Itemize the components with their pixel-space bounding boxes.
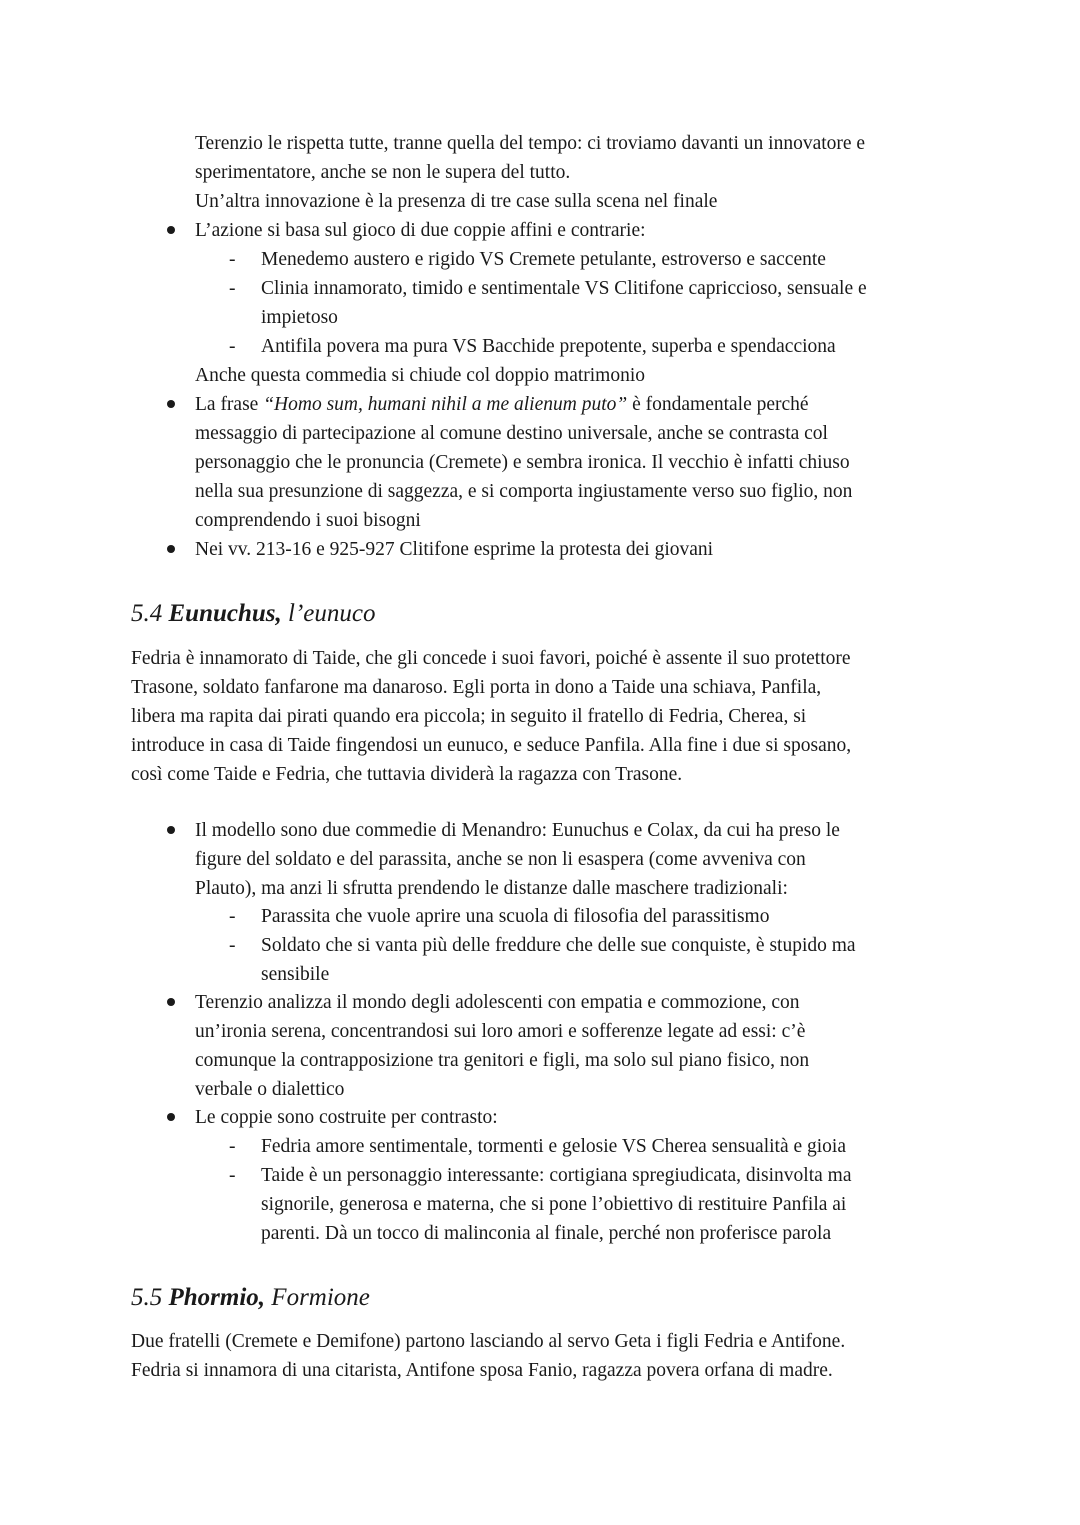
bullet-text: Terenzio analizza il mondo degli adolescenti con empatia e commozione, con [195, 992, 800, 1013]
bullet-text-suffix: è fondamentale perché [627, 394, 809, 415]
paragraph-line: Due fratelli (Cremete e Demifone) partono lasciando al servo Geta i figli Fedria e Antifone. [131, 1331, 846, 1352]
dash-icon: - [229, 935, 236, 956]
bullet-text: L’azione si basa sul gioco di due coppie affini e contrarie: [195, 220, 646, 241]
sub-item-text: parenti. Dà un tocco di malinconia al finale, perché non proferisce parola [261, 1223, 832, 1244]
bullet-text: Le coppie sono costruite per contrasto: [195, 1107, 498, 1128]
dash-icon: - [229, 1136, 236, 1157]
sub-item-text: impietoso [261, 307, 338, 328]
paragraph-line: sperimentatore, anche se non le supera del tutto. [195, 162, 571, 183]
bullet-text: comunque la contrapposizione tra genitori e figli, ma solo sul piano fisico, non [195, 1050, 810, 1071]
bullet-icon [167, 998, 175, 1006]
section-number: 5.5 [131, 1284, 163, 1311]
sub-item-text: Antifila povera ma pura VS Bacchide prepotente, superba e spendacciona [261, 336, 836, 357]
sub-item-text: Fedria amore sentimentale, tormenti e gelosie VS Cherea sensualità e gioia [261, 1136, 846, 1157]
sub-item-text: Clinia innamorato, timido e sentimentale VS Clitifone capriccioso, sensuale e [261, 278, 867, 299]
section-title-italic: Formione [271, 1284, 370, 1311]
section-title-italic: l’eunuco [288, 600, 376, 627]
paragraph-line: Fedria si innamora di una citarista, Antifone sposa Fanio, ragazza povera orfana di madre. [131, 1360, 833, 1381]
bullet-text: un’ironia serena, concentrandosi sui loro amori e sofferenze legate ad essi: c’è [195, 1021, 806, 1042]
paragraph-line: Trasone, soldato fanfarone ma danaroso. Egli porta in dono a Taide una schiava, Panfila, [131, 677, 822, 698]
sub-item-text: Parassita che vuole aprire una scuola di filosofia del parassitismo [261, 906, 770, 927]
bullet-text: comprendendo i suoi bisogni [195, 510, 421, 531]
bullet-text: personaggio che le pronuncia (Cremete) e sembra ironica. Il vecchio è infatti chiuso [195, 452, 850, 473]
bullet-text: messaggio di partecipazione al comune destino universale, anche se contrasta col [195, 423, 828, 444]
bullet-text: figure del soldato e del parassita, anche se non li esaspera (come avveniva con [195, 849, 806, 870]
section-title-bold: Eunuchus, [168, 600, 282, 627]
dash-icon: - [229, 906, 236, 927]
bullet-icon [167, 545, 175, 553]
paragraph-line: Fedria è innamorato di Taide, che gli concede i suoi favori, poiché è assente il suo protettore [131, 648, 851, 669]
dash-icon: - [229, 1165, 236, 1186]
bullet-text: verbale o dialettico [195, 1079, 345, 1100]
section-heading [131, 1281, 370, 1315]
latin-quote: “Homo sum, humani nihil a me alienum puto” [263, 394, 628, 415]
bullet-text: nella sua presunzione di saggezza, e si comporta ingiustamente verso suo figlio, non [195, 481, 853, 502]
bullet-icon [167, 226, 175, 234]
section-heading [131, 597, 376, 631]
dash-icon: - [229, 249, 236, 270]
bullet-icon [167, 400, 175, 408]
bullet-text: Plauto), ma anzi li sfrutta prendendo le distanze dalle maschere tradizionali: [195, 878, 788, 899]
bullet-text-prefix: La frase [195, 394, 264, 415]
bullet-icon [167, 1113, 175, 1121]
paragraph-line: introduce in casa di Taide fingendosi un eunuco, e seduce Panfila. Alla fine i due si sposano, [131, 735, 852, 756]
section-title-bold: Phormio, [168, 1284, 266, 1311]
dash-icon: - [229, 336, 236, 357]
bullet-text: Il modello sono due commedie di Menandro: Eunuchus e Colax, da cui ha preso le [195, 820, 840, 841]
sub-item-text: signorile, generosa e materna, che si pone l’obiettivo di restituire Panfila ai [261, 1194, 847, 1215]
paragraph-line: Terenzio le rispetta tutte, tranne quella del tempo: ci troviamo davanti un innovatore e [195, 133, 866, 154]
paragraph-line: così come Taide e Fedria, che tuttavia dividerà la ragazza con Trasone. [131, 764, 683, 785]
paragraph-line: libera ma rapita dai pirati quando era piccola; in seguito il fratello di Fedria, Cherea, si [131, 706, 807, 727]
paragraph-line: Un’altra innovazione è la presenza di tre case sulla scena nel finale [195, 191, 718, 212]
sub-item-text: Soldato che si vanta più delle freddure che delle sue conquiste, è stupido ma [261, 935, 856, 956]
bullet-icon [167, 826, 175, 834]
sub-item-text: sensibile [261, 964, 330, 985]
sub-item-text: Menedemo austero e rigido VS Cremete petulante, estroverso e saccente [261, 249, 826, 270]
bullet-text: Nei vv. 213-16 e 925-927 Clitifone esprime la protesta dei giovani [195, 539, 714, 560]
bullet-text [195, 390, 809, 419]
paragraph-line: Anche questa commedia si chiude col doppio matrimonio [195, 365, 646, 386]
section-number: 5.4 [131, 600, 163, 627]
sub-item-text: Taide è un personaggio interessante: cortigiana spregiudicata, disinvolta ma [261, 1165, 852, 1186]
dash-icon: - [229, 278, 236, 299]
